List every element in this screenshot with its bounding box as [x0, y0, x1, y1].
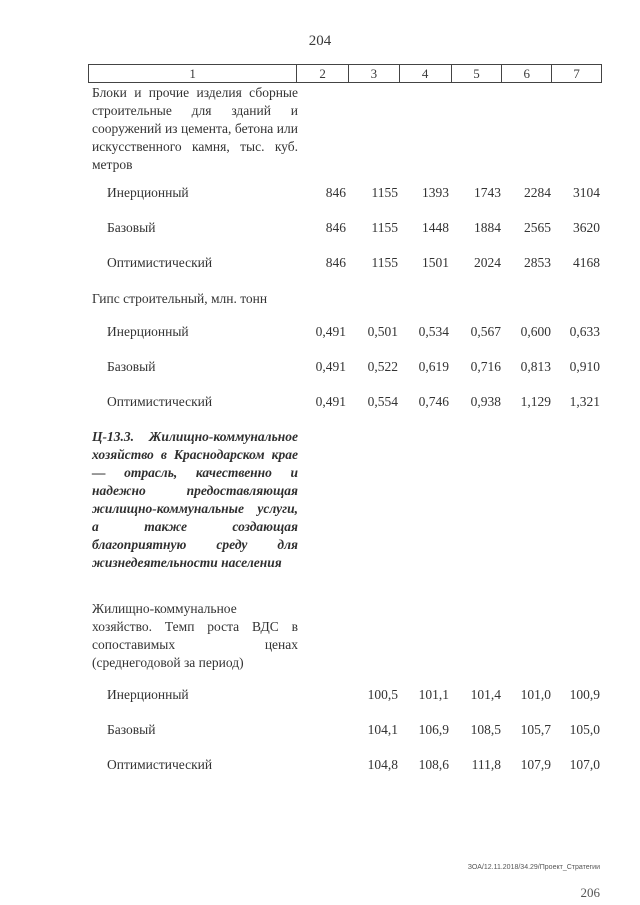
cell: 4168: [573, 255, 600, 270]
cell: 105,0: [569, 722, 600, 737]
cell: 1,129: [520, 394, 551, 409]
gypsum-section-title: Гипс строительный, млн. тонн: [92, 291, 268, 306]
row-label: Базовый: [107, 359, 156, 374]
cell: 107,9: [520, 757, 551, 772]
cell: 101,4: [470, 687, 501, 702]
cell: 0,813: [520, 359, 551, 374]
cell: 1448: [422, 220, 449, 235]
cell: 0,522: [367, 359, 398, 374]
cell: 1501: [422, 255, 449, 270]
header-col-5: 5: [451, 65, 502, 82]
cell: 1155: [371, 255, 398, 270]
cell: 1884: [474, 220, 501, 235]
table-row: [0, 687, 640, 705]
cell: 106,9: [418, 722, 449, 737]
cell: 2853: [524, 255, 551, 270]
cell: 108,5: [470, 722, 501, 737]
cell: 0,600: [520, 324, 551, 339]
cell: 2284: [524, 185, 551, 200]
table-header-row: [88, 64, 602, 83]
page-number: 204: [308, 33, 332, 49]
header-col-2: 2: [296, 65, 348, 82]
table-row: [0, 757, 640, 775]
header-col-3: 3: [348, 65, 399, 82]
goal-heading: Ц-13.3. Жилищно-коммунальное хозяйство в Краснодарском крае — отрасль, качественно и надежно предоставляющая жилищно-коммунальные услуги, а также создающая благоприятную среду для жизнедеятельности населения: [92, 429, 298, 570]
table-row: [0, 359, 640, 377]
cell: 0,633: [569, 324, 600, 339]
row-label: Оптимистический: [107, 255, 213, 270]
cell: 1,321: [569, 394, 600, 409]
cell: 111,8: [471, 757, 501, 772]
row-label: Инерционный: [107, 687, 189, 702]
cell: 3104: [573, 185, 600, 200]
cell: 2024: [474, 255, 501, 270]
cell: 1155: [371, 220, 398, 235]
cell: 846: [325, 255, 346, 270]
header-col-4: 4: [399, 65, 451, 82]
cell: 0,554: [367, 394, 398, 409]
cell: 3620: [573, 220, 600, 235]
cell: 1155: [371, 185, 398, 200]
cell: 104,8: [367, 757, 398, 772]
header-col-7: 7: [551, 65, 601, 82]
row-label: Оптимистический: [107, 757, 213, 772]
table-row: [0, 255, 640, 273]
cell: 0,534: [418, 324, 449, 339]
cell: 104,1: [367, 722, 398, 737]
cell: 100,5: [367, 687, 398, 702]
cell: 0,491: [315, 359, 346, 374]
row-label: Оптимистический: [107, 394, 213, 409]
cell: 100,9: [569, 687, 600, 702]
cell: 0,501: [367, 324, 398, 339]
table-row: [0, 185, 640, 203]
cell: 0,938: [470, 394, 501, 409]
table-row: [0, 394, 640, 412]
cell: 846: [325, 185, 346, 200]
cell: 108,6: [418, 757, 449, 772]
row-label: Инерционный: [107, 324, 189, 339]
cell: 0,619: [418, 359, 449, 374]
row-label: Инерционный: [107, 185, 189, 200]
row-label: Базовый: [107, 722, 156, 737]
document-reference: ЗОА/12.11.2018/34.29/Проект_Стратегии: [467, 864, 600, 871]
table-row: [0, 324, 640, 342]
cell: 0,910: [569, 359, 600, 374]
table-row: [0, 722, 640, 740]
housing-section-title: Жилищно-коммунальное хозяйство. Темп роста ВДС в сопоставимых ценах (среднегодовой за период): [92, 601, 298, 670]
cell: 2565: [524, 220, 551, 235]
cell: 846: [325, 220, 346, 235]
cell: 0,491: [315, 394, 346, 409]
cell: 0,716: [470, 359, 501, 374]
cell: 107,0: [569, 757, 600, 772]
cell: 0,491: [315, 324, 346, 339]
cell: 1743: [474, 185, 501, 200]
cell: 105,7: [520, 722, 551, 737]
header-col-6: 6: [501, 65, 551, 82]
blocks-section-title: Блоки и прочие изделия сборные строительные для зданий и сооружений из цемента, бетона или искусственного камня, тыс. куб. метров: [92, 85, 298, 172]
cell: 101,0: [520, 687, 551, 702]
header-col-1: 1: [189, 65, 196, 81]
cell: 1393: [422, 185, 449, 200]
cell: 0,567: [470, 324, 501, 339]
cell: 0,746: [418, 394, 449, 409]
row-label: Базовый: [107, 220, 156, 235]
cell: 101,1: [418, 687, 449, 702]
table-row: [0, 220, 640, 238]
footer-page-number: 206: [580, 885, 600, 900]
